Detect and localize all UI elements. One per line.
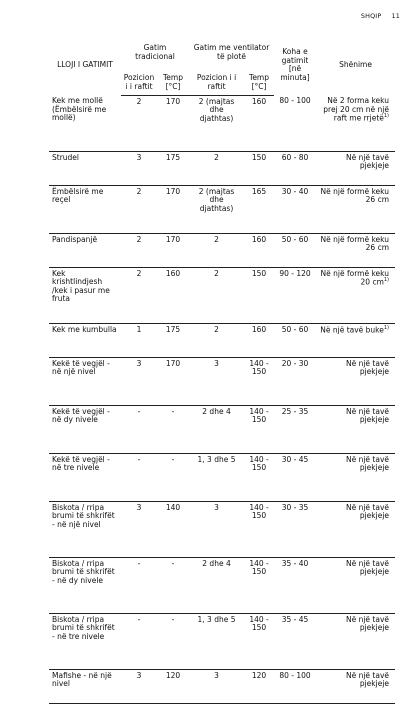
cell-fan-position-text: 1, 3 dhe 5 bbox=[197, 614, 236, 624]
cell-trad-temp-text: 175 bbox=[165, 324, 181, 334]
cell-note-text: Në një tavë pjekjeje bbox=[345, 152, 390, 171]
cell-fan-position-text: 2 bbox=[214, 234, 219, 244]
cell-type-text: Kekë të vegjël - në dy nivele bbox=[52, 406, 110, 425]
cell-fan-temp-text: 140 - 150 bbox=[249, 614, 269, 633]
cell-type bbox=[49, 186, 121, 234]
col-notes: Shënime bbox=[339, 59, 372, 69]
cell-fan-temp-text: 160 bbox=[251, 234, 267, 244]
cell-type-text: Pandispanjë bbox=[52, 234, 98, 244]
cell-type bbox=[49, 502, 121, 558]
cell-time-text: 20 - 30 bbox=[281, 358, 309, 368]
cell-trad-position bbox=[121, 502, 157, 558]
cell-fan-position-text: 3 bbox=[214, 502, 219, 512]
cell-fan-position bbox=[189, 406, 244, 454]
cell-trad-position-text: 3 bbox=[136, 358, 142, 368]
cell-fan-position-text: 2 dhe 4 bbox=[202, 558, 231, 568]
cell-type bbox=[49, 614, 121, 670]
cell-type bbox=[49, 406, 121, 454]
cell-fan-temp bbox=[244, 406, 274, 454]
table-row bbox=[49, 406, 395, 454]
cell-type bbox=[49, 358, 121, 406]
cell-trad-position-text: 2 bbox=[136, 234, 142, 244]
cell-trad-position bbox=[121, 454, 157, 502]
table-row bbox=[49, 670, 395, 704]
table-row bbox=[49, 502, 395, 558]
cell-fan-temp-text: 120 bbox=[251, 670, 267, 680]
cell-fan-temp bbox=[244, 670, 274, 704]
cell-type-text: Kekë të vegjël - në tre nivele bbox=[52, 454, 110, 473]
cell-trad-temp bbox=[157, 454, 189, 502]
cell-fan-position bbox=[189, 186, 244, 234]
table-row bbox=[49, 186, 395, 234]
cell-fan-temp-text: 165 bbox=[251, 186, 267, 196]
cell-trad-position bbox=[121, 614, 157, 670]
cell-trad-position bbox=[121, 358, 157, 406]
cell-note bbox=[316, 358, 395, 406]
cell-fan-position-text: 3 bbox=[214, 670, 219, 680]
cell-note bbox=[316, 152, 395, 186]
cell-fan-position bbox=[189, 96, 244, 152]
col-trad-temp: Temp [°C] bbox=[157, 71, 189, 96]
cell-trad-temp bbox=[157, 268, 189, 324]
cell-fan-temp-text: 140 - 150 bbox=[249, 406, 269, 425]
cell-type-text: Kek me mollë (Ëmbëlsirë me mollë) bbox=[52, 96, 107, 123]
cell-trad-temp-text: 170 bbox=[165, 234, 181, 244]
cell-time-text: 30 - 35 bbox=[281, 502, 309, 512]
cell-trad-temp bbox=[157, 670, 189, 704]
cell-fan-position bbox=[189, 358, 244, 406]
cell-trad-position-text: 1 bbox=[136, 324, 142, 334]
cell-time-text: 90 - 120 bbox=[279, 268, 311, 278]
cell-note bbox=[316, 234, 395, 268]
col-type: LLOJI I GATIMIT bbox=[57, 59, 113, 69]
cell-type bbox=[49, 454, 121, 502]
col-fan-temp: Temp [°C] bbox=[244, 71, 274, 96]
cell-trad-temp bbox=[157, 502, 189, 558]
cell-time-text: 35 - 40 bbox=[281, 558, 309, 568]
cell-trad-temp-text: - bbox=[171, 558, 175, 568]
table-row bbox=[49, 614, 395, 670]
table-row bbox=[49, 558, 395, 614]
cell-trad-temp bbox=[157, 234, 189, 268]
cell-trad-position-text: 2 bbox=[136, 96, 142, 106]
cell-type-text: Strudel bbox=[52, 152, 79, 162]
cell-time bbox=[274, 186, 316, 234]
cell-trad-temp-text: - bbox=[171, 614, 175, 624]
cell-fan-temp bbox=[244, 614, 274, 670]
cell-type-text: Kek me kumbulla bbox=[52, 324, 117, 334]
col-time: Koha e gatimit [në minuta] bbox=[280, 47, 310, 82]
cell-note-text: Në një tavë pjekjeje bbox=[345, 454, 390, 473]
cell-fan-temp bbox=[244, 186, 274, 234]
cell-fan-position bbox=[189, 234, 244, 268]
table-row bbox=[49, 358, 395, 406]
cell-fan-position bbox=[189, 614, 244, 670]
cell-note bbox=[316, 406, 395, 454]
cell-note-text: Në një tavë pjekjeje bbox=[345, 358, 390, 377]
cell-type bbox=[49, 234, 121, 268]
cell-fan-position bbox=[189, 152, 244, 186]
cell-fan-temp-text: 160 bbox=[251, 96, 267, 106]
cell-time bbox=[274, 614, 316, 670]
cell-fan-temp-text: 140 - 150 bbox=[249, 558, 269, 577]
cell-time bbox=[274, 502, 316, 558]
cell-trad-temp bbox=[157, 406, 189, 454]
cell-note-text: Në një tavë pjekjeje bbox=[345, 558, 390, 577]
cell-fan-temp-text: 140 - 150 bbox=[249, 454, 269, 473]
cell-trad-position-text: - bbox=[137, 558, 141, 568]
cell-time bbox=[274, 268, 316, 324]
cell-trad-position-text: 3 bbox=[136, 502, 142, 512]
cell-note-text: Në 2 forma keku prej 20 cm në një raft me rrjetë bbox=[323, 96, 390, 123]
col-trad-position: Pozicion i i raftit bbox=[121, 71, 157, 96]
col-fan: Gatim me ventilator të plotë bbox=[193, 43, 270, 61]
cell-fan-temp-text: 140 - 150 bbox=[249, 502, 269, 521]
cell-time bbox=[274, 406, 316, 454]
cell-fan-position-text: 2 bbox=[214, 268, 219, 278]
table-row bbox=[49, 234, 395, 268]
cell-note bbox=[316, 502, 395, 558]
cell-fan-temp bbox=[244, 502, 274, 558]
cell-time-text: 80 - 100 bbox=[279, 96, 311, 105]
footnote-marker: 1) bbox=[383, 277, 390, 284]
cell-trad-temp bbox=[157, 152, 189, 186]
cell-trad-position bbox=[121, 234, 157, 268]
cell-time bbox=[274, 234, 316, 268]
cell-time bbox=[274, 324, 316, 358]
cell-fan-position bbox=[189, 670, 244, 704]
cell-type bbox=[49, 558, 121, 614]
cell-time-text: 80 - 100 bbox=[279, 670, 311, 680]
cell-trad-temp-text: 140 bbox=[165, 502, 181, 512]
cell-fan-temp bbox=[244, 324, 274, 358]
cell-fan-temp bbox=[244, 234, 274, 268]
cell-trad-position-text: 3 bbox=[136, 152, 142, 162]
cell-fan-temp bbox=[244, 96, 274, 152]
cell-fan-position bbox=[189, 502, 244, 558]
cell-time bbox=[274, 96, 316, 152]
cell-note-text: Në një formë keku 26 cm bbox=[320, 234, 390, 253]
cell-trad-position-text: - bbox=[137, 454, 141, 464]
cell-type-text: Kek krishtlindjesh /kek i pasur me fruta bbox=[52, 268, 110, 304]
cell-trad-position-text: 3 bbox=[136, 670, 142, 680]
cell-time-text: 50 - 60 bbox=[281, 324, 309, 334]
cell-fan-temp-text: 150 bbox=[251, 268, 267, 278]
cell-type bbox=[49, 96, 121, 152]
table-row bbox=[49, 152, 395, 186]
cell-time-text: 25 - 35 bbox=[281, 406, 309, 416]
cell-time bbox=[274, 358, 316, 406]
cell-fan-temp bbox=[244, 558, 274, 614]
cell-fan-temp bbox=[244, 454, 274, 502]
cell-type-text: Biskota / rripa brumi të shkrifët - në dy nivele bbox=[52, 558, 115, 585]
cell-type bbox=[49, 670, 121, 704]
cell-type-text: Biskota / rripa brumi të shkrifët - në një nivel bbox=[52, 502, 115, 529]
cell-time-text: 30 - 45 bbox=[281, 454, 309, 464]
cell-note bbox=[316, 614, 395, 670]
cell-trad-temp bbox=[157, 358, 189, 406]
cell-note-text: Në një tavë pjekjeje bbox=[345, 502, 390, 521]
col-fan-position: Pozicion i i raftit bbox=[189, 71, 244, 96]
cell-fan-position-text: 2 (majtas dhe djathtas) bbox=[198, 96, 235, 123]
cell-note bbox=[316, 670, 395, 704]
col-traditional: Gatim tradicional bbox=[135, 43, 175, 61]
cell-time bbox=[274, 558, 316, 614]
cell-trad-temp bbox=[157, 186, 189, 234]
cell-trad-temp bbox=[157, 96, 189, 152]
cell-trad-temp-text: 160 bbox=[165, 268, 181, 278]
cell-type-text: Ëmbëlsirë me reçel bbox=[52, 186, 104, 205]
cell-note bbox=[316, 324, 395, 358]
page-header bbox=[361, 12, 400, 20]
cell-trad-position bbox=[121, 670, 157, 704]
cell-fan-temp-text: 150 bbox=[251, 152, 267, 162]
cell-fan-temp-text: 160 bbox=[251, 324, 267, 334]
language-label: SHQIP bbox=[360, 12, 382, 20]
cell-trad-temp-text: - bbox=[171, 454, 175, 464]
cell-fan-position bbox=[189, 324, 244, 358]
cell-time-text: 30 - 40 bbox=[281, 186, 309, 196]
cell-time bbox=[274, 152, 316, 186]
cell-fan-temp bbox=[244, 358, 274, 406]
cell-type bbox=[49, 268, 121, 324]
cell-note-text: Në një formë keku 26 cm bbox=[320, 186, 390, 205]
cell-fan-temp bbox=[244, 268, 274, 324]
cell-fan-position-text: 2 (majtas dhe djathtas) bbox=[198, 186, 235, 213]
cell-trad-temp-text: - bbox=[171, 406, 175, 416]
cell-trad-temp bbox=[157, 558, 189, 614]
cell-fan-position-text: 2 dhe 4 bbox=[202, 406, 231, 416]
cell-note bbox=[316, 186, 395, 234]
cell-trad-position-text: - bbox=[137, 614, 141, 624]
page-number: 11 bbox=[391, 12, 400, 20]
cell-trad-temp-text: 170 bbox=[165, 186, 181, 196]
cell-trad-temp bbox=[157, 614, 189, 670]
cell-fan-temp-text: 140 - 150 bbox=[249, 358, 269, 377]
baking-table bbox=[49, 35, 395, 704]
cell-trad-position bbox=[121, 152, 157, 186]
cell-note bbox=[316, 268, 395, 324]
table-row bbox=[49, 96, 395, 152]
footnote-marker: 1) bbox=[383, 324, 390, 331]
cell-trad-position bbox=[121, 268, 157, 324]
footnote-marker: 1) bbox=[383, 113, 390, 120]
cell-trad-position bbox=[121, 324, 157, 358]
cell-note-text: Në një tavë pjekjeje bbox=[345, 670, 390, 689]
cell-type-text: Mafishe - në një nivel bbox=[52, 670, 112, 689]
cell-note bbox=[316, 96, 395, 152]
cell-time bbox=[274, 454, 316, 502]
cell-note bbox=[316, 558, 395, 614]
cell-time-text: 35 - 45 bbox=[281, 614, 309, 624]
cell-fan-position-text: 1, 3 dhe 5 bbox=[197, 454, 236, 464]
cell-trad-position bbox=[121, 558, 157, 614]
table-row bbox=[49, 268, 395, 324]
cell-type-text: Biskota / rripa brumi të shkrifët - në tre nivele bbox=[52, 614, 115, 641]
cell-time-text: 50 - 60 bbox=[281, 234, 309, 244]
cell-trad-position-text: 2 bbox=[136, 186, 142, 196]
table-row bbox=[49, 324, 395, 358]
cell-trad-temp-text: 170 bbox=[165, 96, 181, 106]
cell-time bbox=[274, 670, 316, 704]
cell-note-text: Në një tavë pjekjeje bbox=[345, 614, 390, 633]
cell-trad-position-text: - bbox=[137, 406, 141, 416]
cell-time-text: 60 - 80 bbox=[281, 152, 309, 162]
cell-fan-temp bbox=[244, 152, 274, 186]
cell-trad-temp-text: 120 bbox=[165, 670, 181, 680]
cell-note-text: Në një formë keku 20 cm bbox=[320, 268, 390, 287]
cell-type-text: Kekë të vegjël - në një nivel bbox=[52, 358, 110, 377]
cell-type bbox=[49, 324, 121, 358]
cell-fan-position-text: 2 bbox=[214, 152, 219, 162]
cell-trad-position bbox=[121, 186, 157, 234]
cell-trad-position bbox=[121, 96, 157, 152]
cell-fan-position-text: 2 bbox=[214, 324, 219, 334]
cell-type bbox=[49, 152, 121, 186]
table-row bbox=[49, 454, 395, 502]
cell-note-text: Në një tavë pjekjeje bbox=[345, 406, 390, 425]
cell-trad-temp-text: 170 bbox=[165, 358, 181, 368]
cell-trad-position bbox=[121, 406, 157, 454]
cell-fan-position-text: 3 bbox=[214, 358, 219, 368]
cell-note-text: Në një tavë buke bbox=[320, 325, 384, 334]
cell-trad-temp-text: 175 bbox=[165, 152, 181, 162]
cell-fan-position bbox=[189, 454, 244, 502]
cell-trad-temp bbox=[157, 324, 189, 358]
cell-fan-position bbox=[189, 268, 244, 324]
cell-trad-position-text: 2 bbox=[136, 268, 142, 278]
cell-fan-position bbox=[189, 558, 244, 614]
cell-note bbox=[316, 454, 395, 502]
